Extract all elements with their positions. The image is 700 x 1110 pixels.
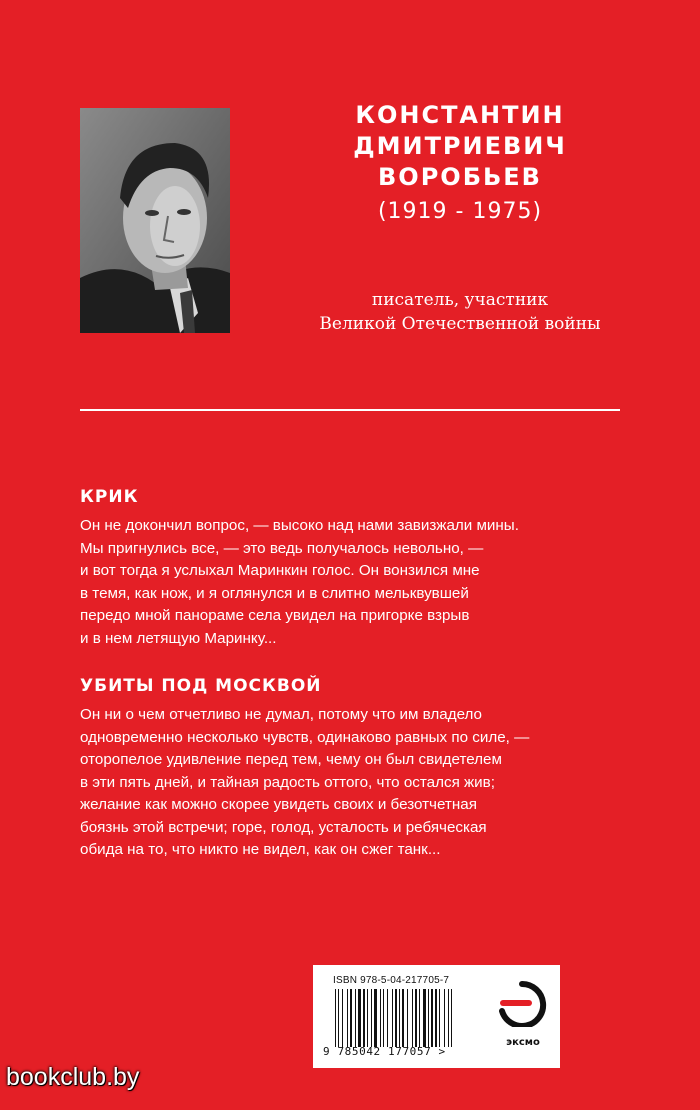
excerpt-line: передо мной панораме села увидел на пригорке взрыв — [80, 607, 470, 624]
isbn-number: ISBN 978-5-04-217705-7 — [333, 975, 450, 986]
story-excerpt — [80, 704, 640, 862]
excerpt-line: оторопелое удивление перед тем, чему он был свидетелем — [80, 751, 502, 768]
author-description — [250, 288, 670, 336]
author-name-line-3: ВОРОБЬЕВ — [378, 163, 542, 191]
story-excerpt — [80, 515, 640, 650]
excerpt-line: и вот тогда я услыхал Маринкин голос. Он вонзился мне — [80, 562, 480, 579]
excerpt-line: Он не докончил вопрос, — высоко над нами завизжали мины. — [80, 517, 519, 534]
author-block — [250, 100, 670, 224]
barcode-panel — [313, 965, 560, 1068]
story-title: УБИТЫ ПОД МОСКВОЙ — [80, 676, 322, 696]
author-name-line-2: ДМИТРИЕВИЧ — [353, 132, 567, 160]
story-section-ubity-pod-moskvoy — [80, 676, 640, 862]
barcode-digits: 9 785042 177057 > — [323, 1045, 446, 1058]
excerpt-line: Он ни о чем отчетливо не думал, потому что им владело — [80, 706, 482, 723]
excerpt-line: в темя, как нож, и я оглянулся и в слитно мельквувшей — [80, 584, 469, 602]
excerpt-line: желание как можно скорее увидеть своих и безотчетная — [80, 796, 477, 813]
author-description-line-1: писатель, участник — [371, 290, 549, 310]
publisher-name: эксмо — [506, 1037, 540, 1048]
site-watermark: bookclub.by — [6, 1063, 140, 1091]
excerpt-line: и в нем летящую Маринку... — [80, 629, 277, 647]
author-name-line-1: КОНСТАНТИН — [355, 101, 565, 129]
excerpt-line: боязнь этой встречи; горе, голод, усталость и ребяческая — [80, 818, 487, 836]
author-years: (1919 - 1975) — [377, 199, 543, 224]
excerpt-line: Мы пригнулись все, — это ведь получалось невольно, — — [80, 539, 484, 557]
eksmo-logo-icon — [495, 981, 549, 1027]
story-section-krik — [80, 487, 640, 650]
author-portrait-photo — [80, 108, 230, 333]
excerpt-line: в эти пять дней, и тайная радость оттого, что остался жив; — [80, 773, 495, 791]
excerpt-line: обида на то, что никто не видел, как он сжег танк... — [80, 841, 441, 858]
divider-line — [80, 409, 620, 411]
barcode-bars — [335, 989, 473, 1047]
excerpt-line: одновременно несколько чувств, одинаково равных по силе, — — [80, 728, 530, 746]
author-description-line-2: Великой Отечественной войны — [319, 314, 601, 334]
story-title: КРИК — [80, 487, 139, 507]
